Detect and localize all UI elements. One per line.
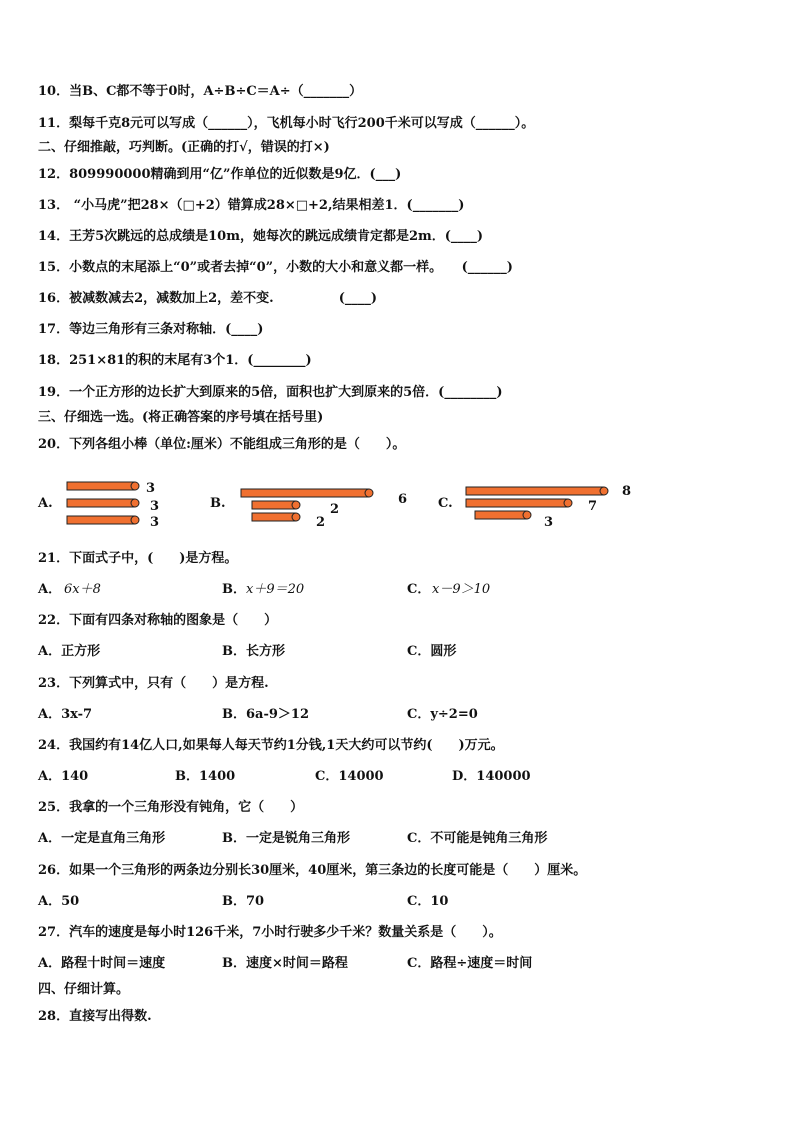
- q20-a-stick-1-label: 3: [146, 481, 156, 496]
- question-20: 20．下列各组小棒（单位:厘米）不能组成三角形的是（ ）。: [38, 437, 406, 452]
- q23-option-c: C．y÷2=0: [407, 707, 478, 722]
- question-23: 23．下列算式中，只有（ ）是方程.: [38, 676, 269, 691]
- question-21: 21．下面式子中，( )是方程。: [38, 551, 238, 566]
- question-18: 18．251×81的积的末尾有3个1．(________): [38, 353, 312, 368]
- q21-option-b-expr: x＋9＝20: [246, 582, 305, 597]
- question-22: 22．下面有四条对称轴的图象是（ ）: [38, 613, 278, 628]
- q26-option-b: B．70: [222, 894, 265, 909]
- q24-option-d: D．140000: [452, 769, 531, 784]
- q25-option-c: C．不可能是钝角三角形: [407, 831, 548, 846]
- q20-a-stick-3-label: 3: [150, 515, 160, 530]
- q27-option-b: B．速度×时间＝路程: [222, 956, 348, 971]
- question-25: 25．我拿的一个三角形没有钝角，它（ ）: [38, 800, 304, 815]
- question-14: 14．王芳5次跳远的总成绩是10m，她每次的跳远成绩肯定都是2m．(____): [38, 229, 484, 244]
- q20-option-b-label: B.: [210, 496, 226, 511]
- q22-option-a: A．正方形: [38, 644, 101, 659]
- q23-option-b: B．6a-9＞12: [222, 707, 309, 722]
- question-13: 13． “小马虎”把28×（□+2）错算成28×□+2,结果相差1．(_______): [38, 198, 465, 213]
- q20-option-a-label: A.: [38, 496, 53, 511]
- q23-option-a: A．3x-7: [38, 707, 93, 722]
- question-28: 28．直接写出得数.: [38, 1009, 152, 1024]
- question-16: 16．被减数减去2，减数加上2，差不变. (____): [38, 291, 378, 306]
- q20-c-stick-2-label: 7: [588, 499, 598, 514]
- q24-option-c: C．14000: [315, 769, 384, 784]
- q21-option-b-label: B．: [222, 582, 246, 597]
- q22-option-c: C．圆形: [407, 644, 457, 659]
- q20-sticks-figure: [30, 476, 650, 532]
- question-26: 26．如果一个三角形的两条边分别长30厘米，40厘米，第三条边的长度可能是（ ）厘米。: [38, 863, 587, 878]
- q24-option-b: B．1400: [175, 769, 236, 784]
- q25-option-a: A．一定是直角三角形: [38, 831, 166, 846]
- q20-a-stick-2-label: 3: [150, 499, 160, 514]
- question-19: 19．一个正方形的边长扩大到原来的5倍，面积也扩大到原来的5倍．(________): [38, 385, 503, 400]
- section-4-heading: 四、仔细计算。: [38, 982, 130, 997]
- q20-b-stick-3-label: 2: [316, 515, 326, 530]
- q26-option-c: C．10: [407, 894, 449, 909]
- question-15: 15．小数点的末尾添上“0”或者去掉“0”，小数的大小和意义都一样。 (______): [38, 260, 513, 275]
- q27-option-c: C．路程÷速度＝时间: [407, 956, 533, 971]
- q24-option-a: A．140: [38, 769, 89, 784]
- q22-option-b: B．长方形: [222, 644, 285, 659]
- q20-c-stick-1-label: 8: [622, 484, 632, 499]
- question-11: 11．梨每千克8元可以写成（______），飞机每小时飞行200千米可以写成（______）。: [38, 116, 535, 131]
- q21-option-c-label: C．: [407, 582, 431, 597]
- question-24: 24．我国约有14亿人口,如果每人每天节约1分钱,1天大约可以节约( )万元。: [38, 738, 504, 753]
- q20-b-stick-2-label: 2: [330, 502, 340, 517]
- section-2-heading: 二、仔细推敲，巧判断。(正确的打√，错误的打×): [38, 140, 330, 155]
- q20-b-stick-1-label: 6: [398, 492, 408, 507]
- q21-option-c-expr: x－9＞10: [432, 582, 491, 597]
- q21-option-a-label: A．: [38, 582, 62, 597]
- q21-option-a-expr: 6x＋8: [64, 582, 101, 597]
- question-27: 27．汽车的速度是每小时126千米，7小时行驶多少千米？数量关系是（ ）。: [38, 925, 502, 940]
- q20-c-stick-3-label: 3: [544, 515, 554, 530]
- q27-option-a: A．路程十时间＝速度: [38, 956, 166, 971]
- question-12: 12．809990000精确到用“亿”作单位的近似数是9亿．(___): [38, 167, 402, 182]
- question-17: 17．等边三角形有三条对称轴．(____): [38, 322, 264, 337]
- question-10: 10．当B、C都不等于0时，A÷B÷C＝A÷（_______）: [38, 84, 363, 99]
- q25-option-b: B．一定是锐角三角形: [222, 831, 350, 846]
- q20-option-c-label: C.: [438, 496, 453, 511]
- q26-option-a: A．50: [38, 894, 80, 909]
- section-3-heading: 三、仔细选一选。(将正确答案的序号填在括号里): [38, 410, 324, 425]
